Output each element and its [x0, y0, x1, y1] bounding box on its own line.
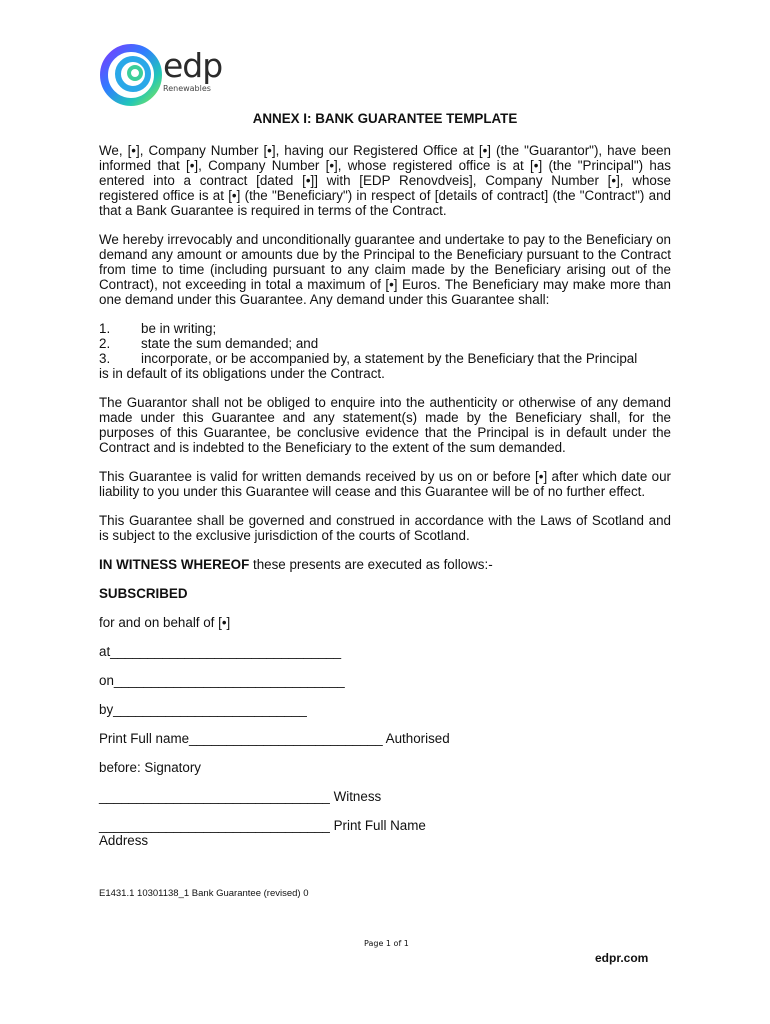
logo-subtitle: Renewables — [163, 84, 211, 93]
list-item: 3. incorporate, or be accompanied by, a statement by the Beneficiary that the Principal — [99, 351, 638, 366]
paragraph-enquiry: The Guarantor shall not be obliged to enquire into the authenticity or otherwise of any demand made under this Guarantee and any statement(s) made by the Beneficiary shall, for the purposes of this Guarantee, be conclusive evidence that the Principal is in default under the Contract and is indebted to the Beneficiary to the extent of the sum demanded. — [99, 395, 671, 455]
before-signatory: before: Signatory — [99, 760, 201, 775]
list-continuation: is in default of its obligations under the Contract. — [99, 366, 385, 381]
document-reference: E1431.1 10301138_1 Bank Guarantee (revised) 0 — [99, 888, 309, 899]
on-signature-line: on_______________________________ — [99, 673, 345, 688]
address-label: Address — [99, 833, 149, 848]
page-title: ANNEX I: BANK GUARANTEE TEMPLATE — [252, 111, 518, 126]
logo-wordmark: edp — [163, 46, 223, 85]
print-full-name-line: _______________________________ Print Full Name — [99, 818, 426, 833]
list-item: 1. be in writing; — [99, 321, 217, 336]
by-signature-line: by__________________________ — [99, 702, 307, 717]
witness-line: _______________________________ Witness — [99, 789, 382, 804]
paragraph-guarantee: We hereby irrevocably and unconditionally guarantee and undertake to pay to the Beneficiary on demand any amount or amounts due by the Principal to the Beneficiary pursuant to the Contract from time to time (including pursuant to any claim made by the Beneficiary arising out of the Contract), not exceeding in total a maximum of [•] Euros. The Beneficiary may make more than one demand under this Guarantee. Any demand under this Guarantee shall: — [99, 232, 671, 307]
document-body — [99, 111, 671, 848]
paragraph-intro: We, [•], Company Number [•], having our Registered Office at [•] (the "Guarantor"), have been informed that [•], Company Number [•], whose registered office is at [•] (the "Principal") has entered into a contract [dated [•]] with [EDP Renovdveis], Company Number [•], whose registered office is at [•] (the "Beneficiary") in respect of [details of contract] (the "Contract") and that a Bank Guarantee is required in terms of the Contract. — [99, 143, 671, 218]
at-signature-line: at_______________________________ — [99, 644, 342, 659]
print-name-line: Print Full name__________________________ Authorised — [99, 731, 450, 746]
demand-conditions-list — [99, 321, 671, 381]
paragraph-law: This Guarantee shall be governed and construed in accordance with the Laws of Scotland and is subject to the exclusive jurisdiction of the courts of Scotland. — [99, 513, 671, 543]
behalf-line: for and on behalf of [•] — [99, 615, 231, 630]
page-number: Page 1 of 1 — [364, 939, 409, 948]
paragraph-validity: This Guarantee is valid for written demands received by us on or before [•] after which date our liability to you under this Guarantee will cease and this Guarantee will be of no further effect. — [99, 469, 671, 499]
website-label: edpr.com — [595, 951, 649, 965]
subscribed-heading: SUBSCRIBED — [99, 586, 188, 601]
list-item: 2. state the sum demanded; and — [99, 336, 319, 351]
witness-statement: IN WITNESS WHEREOF these presents are executed as follows:- — [99, 557, 493, 572]
